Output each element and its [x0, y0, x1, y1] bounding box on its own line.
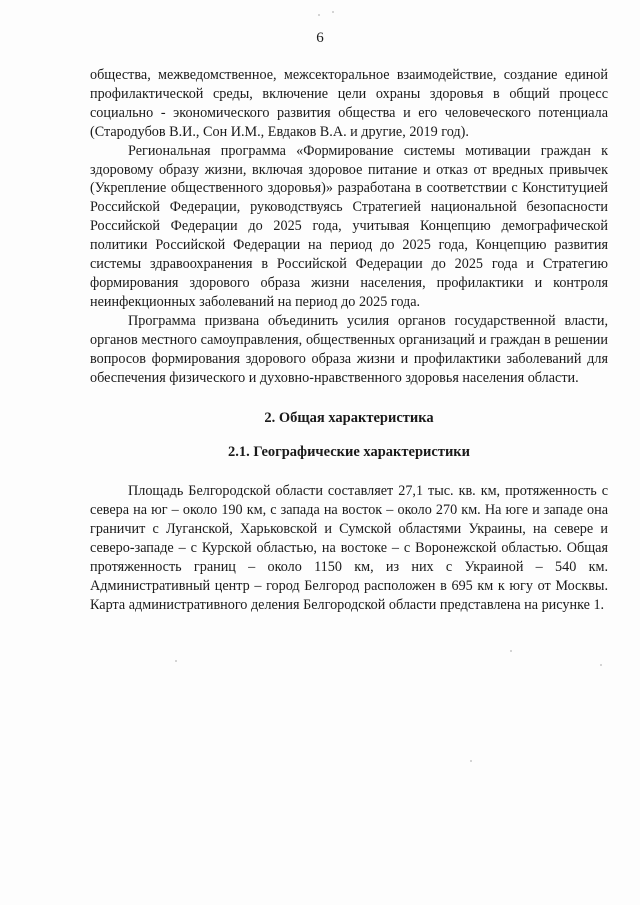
- scan-speck: [510, 650, 512, 652]
- section-heading: 2. Общая характеристика: [264, 410, 434, 427]
- page-number: 6: [316, 30, 324, 46]
- scan-speck: [175, 660, 177, 662]
- scan-speck: [470, 760, 472, 762]
- subsection-heading: 2.1. Географические характеристики: [227, 444, 471, 461]
- scan-speck: [600, 664, 602, 666]
- paragraph-geography: Площадь Белгородской области составляет 27,1 тыс. кв. км, протяженность с севера на юг – около 190 км, с запада на восток – около 270 км. На юге и западе она граничит с Луганской, Харьковской и Сумской областями Украины, на севере и северо-западе – с Курской областью, на востоке – с Воронежской областью. Общая протяженность границ – около 1150 км, из них с Украиной – 540 км. Административный центр – город Белгород расположен в 695 км к югу от Москвы. Карта административного деления Белгородской области представлена на рисунке 1.: [90, 483, 608, 613]
- document-body: [90, 66, 608, 615]
- paragraph-regional-program: Региональная программа «Формирование системы мотивации граждан к здоровому образу жизни, включая здоровое питание и отказ от вредных привычек (Укрепление общественного здоровья)» разработана в соответствии с Конституцией Российской Федерации, руководствуясь Стратегией национальной безопасности Российской Федерации до 2025 года, учитывая Концепцию демографической политики Российской Федерации на период до 2025 года, Концепцию развития системы здравоохранения в Российской Федерации до 2025 года и Стратегию формирования здорового образа жизни населения, профилактики и контроля неинфекционных заболеваний на период до 2025 года.: [90, 142, 608, 310]
- paragraph-continuation: общества, межведомственное, межсекторальное взаимодействие, создание единой профилактической среды, включение цели охраны здоровья в общий процесс социально - экономического развития общества и его человеческого потенциала (Стародубов В.И., Сон И.М., Евдаков В.А. и другие, 2019 год).: [90, 67, 608, 140]
- paragraph-program-purpose: Программа призвана объединить усилия органов государственной власти, органов местного самоуправления, общественных организаций и граждан в решении вопросов формирования здорового образа жизни и профилактики заболеваний для обеспечения физического и духовно-нравственного здоровья населения области.: [90, 312, 608, 386]
- scan-speck: [318, 14, 320, 16]
- scan-speck: [332, 11, 334, 13]
